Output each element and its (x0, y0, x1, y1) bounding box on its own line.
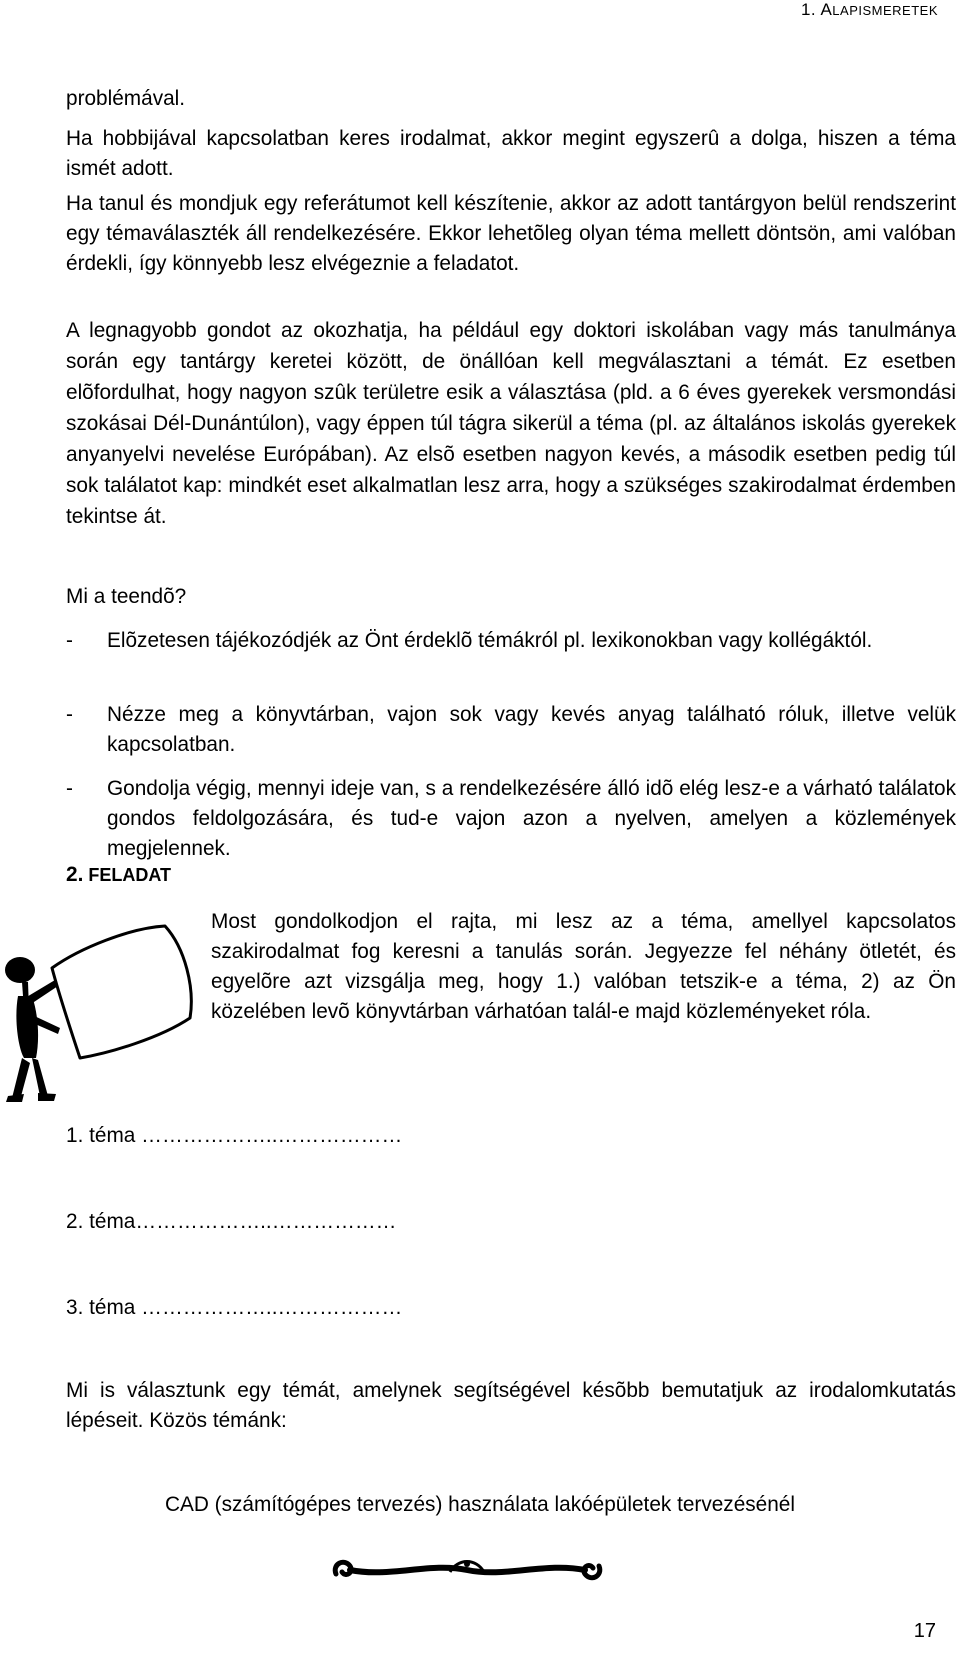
paragraph-3 (66, 189, 956, 279)
topic-blank: ………………..……………… (135, 1210, 397, 1233)
question-text: Mi a teendõ? (66, 585, 187, 608)
task-label: FELADAT (88, 865, 172, 885)
topic-label: 1. téma (66, 1124, 136, 1147)
bullet-text: Gondolja végig, mennyi ideje van, s a rendelkezésére álló idõ elég lesz-e a várható találatok gondos feldolgozására, és tud-e vajon azon a nyelven, amelyen a közlemények megjelennek. (107, 777, 956, 860)
topic-label: 3. téma (66, 1296, 136, 1319)
task-heading (66, 863, 171, 887)
paragraph-text: Ha hobbijával kapcsolatban keres irodalmat, akkor megint egyszerû a dolga, hiszen a téma ismét adott. (66, 127, 956, 180)
bullet-text: Nézze meg a könyvtárban, vajon sok vagy kevés anyag található róluk, illetve velük kapcsolatban. (107, 703, 956, 756)
bullet-dash: - (66, 777, 73, 800)
topic-line-3 (66, 1296, 402, 1320)
paragraph-text: problémával. (66, 87, 186, 110)
topic-blank: ………………..……………… (141, 1124, 403, 1147)
topic-line-2 (66, 1210, 396, 1234)
chapter-title-rest: LAPISMERETEK (832, 3, 938, 18)
chapter-number: 1. (800, 0, 817, 19)
closing-text: Mi is választunk egy témát, amelynek segítségével késõbb bemutatjuk az irodalomkutatás lépéseit. Közös témánk: (66, 1379, 956, 1432)
paragraph-text: Ha tanul és mondjuk egy referátumot kell készítenie, akkor az adott tantárgyon belül rendszerint egy témaválaszték áll rendelkezésére. Ekkor lehetõleg olyan téma mellett döntsön, ami valóban érdekli, így könnyebb lesz elvégeznie a feladatot. (66, 192, 956, 275)
paragraph-1 (66, 84, 960, 114)
chapter-title-initial: A (820, 0, 833, 19)
page-number: 17 (913, 1620, 936, 1642)
closing-paragraph (66, 1376, 956, 1436)
common-topic: CAD (számítógépes tervezés) használata lakóépületek tervezésénél (164, 1493, 795, 1516)
task-number: 2. (66, 863, 84, 886)
list-item (66, 774, 956, 864)
bullet-dash: - (66, 629, 73, 652)
topic-line-1 (66, 1124, 402, 1148)
person-holding-sign-icon (0, 908, 200, 1108)
paragraph-2 (66, 124, 956, 184)
list-item (66, 700, 956, 760)
topic-blank: ………………..……………… (141, 1296, 403, 1319)
task-text: Most gondolkodjon el rajta, mi lesz az a téma, amellyel kapcsolatos szakirodalmat fog keresni a tanulás során. Jegyezze fel néhány ötletét, és egyelõre azt vizsgálja meg, hogy 1.) valóban tetszik-e a téma, 2) az Ön közelében levõ könyvtárban várhatóan talál-e majd közleményeket róla. (211, 910, 956, 1023)
bullet-dash: - (66, 703, 73, 726)
list-item (66, 626, 956, 656)
question-line (66, 582, 960, 612)
running-header (801, 0, 938, 20)
bullet-text: Elõzetesen tájékozódjék az Önt érdeklõ témákról pl. lexikonokban vagy kollégáktól. (107, 629, 873, 652)
paragraph-4 (66, 315, 956, 532)
paragraph-text: A legnagyobb gondot az okozhatja, ha például egy doktori iskolában vagy más tanulmánya során egy tantárgy keretei között, de önállóan kell megválasztani a témát. Ez esetben elõfordulhat, hogy nagyon szûk területre esik a választása (pld. a 6 éves gyerekek versmondási szokásai Dél-Dunántúlon), vagy éppen túl tágra sikerül a téma (pl. az általános iskolás gyerekek anyanyelvi nevelése Európában). Az elsõ esetben nagyon kevés, a második esetben pedig túl sok találatot kap: mindkét eset alkalmatlan lesz arra, hogy a szükséges szakirodalmat érdemben tekintse át. (66, 319, 956, 528)
decorative-flourish-icon (330, 1552, 605, 1588)
topic-label: 2. téma (66, 1210, 136, 1233)
